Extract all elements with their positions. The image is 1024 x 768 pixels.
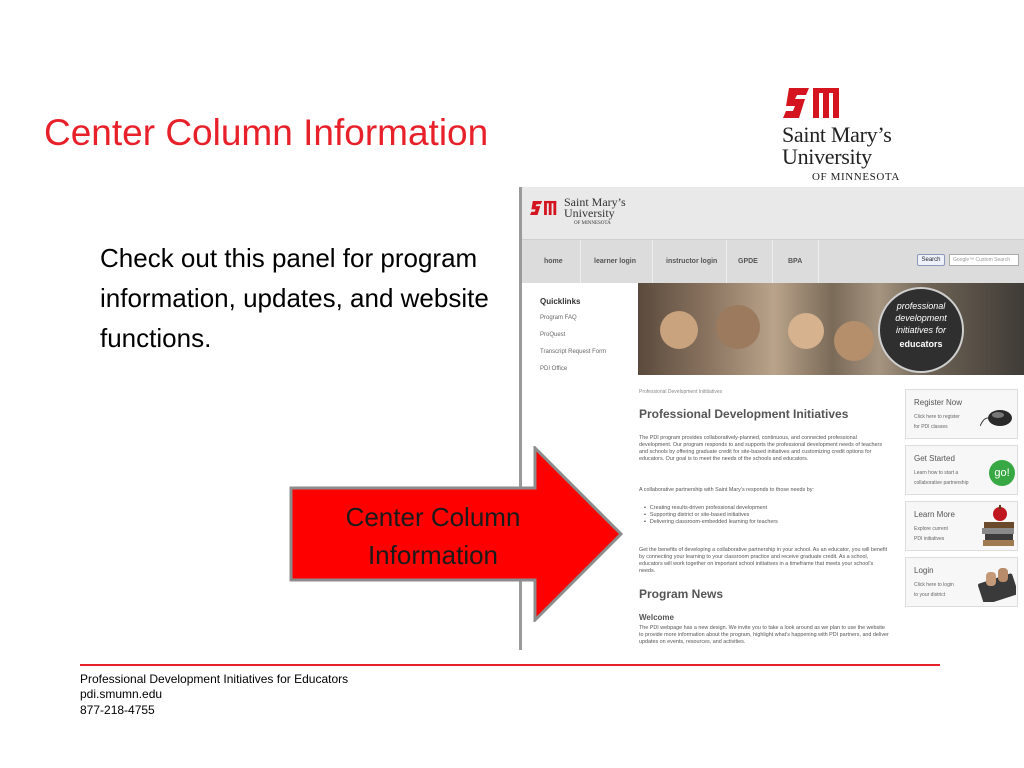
bullet-item: • Delivering classroom-embedded learning for teachers (644, 519, 778, 526)
banner-text-2: development (895, 313, 947, 323)
login-sub2: to your district (914, 592, 946, 598)
website-header (522, 187, 1024, 239)
nav-divider (652, 240, 653, 284)
nav-divider (580, 240, 581, 284)
search-input[interactable]: Google™ Custom Search (949, 254, 1019, 266)
get-started-box[interactable] (905, 445, 1018, 495)
learn-more-sub2: PDI initiatives (914, 536, 945, 542)
pdi-bullet-list (644, 505, 778, 526)
books-apple-icon (980, 504, 1016, 548)
bullet-item: • Creating results-driven professional development (644, 505, 778, 512)
banner-text-4: educators (899, 339, 943, 349)
nav-bpa[interactable]: BPA (788, 258, 803, 265)
quicklink-transcript-request[interactable]: Transcript Request Form (540, 349, 607, 355)
program-news-heading: Program News (639, 587, 724, 601)
banner-person-shape (834, 321, 874, 361)
learn-more-box[interactable] (905, 501, 1018, 551)
welcome-paragraph: The PDI webpage has a new design. We invite you to take a look around as we plan to use the website to provide more information about the program, highlight what’s happening with PDI partners, and deliver updates on events, resources, and activities. (639, 625, 889, 645)
learn-more-sub1: Explore current (914, 526, 948, 532)
register-now-sub1: Click here to register (914, 414, 960, 420)
footer-program-name: Professional Development Initiatives for Educators (80, 672, 349, 686)
logo-text-line3: OF MINNESOTA (812, 171, 900, 183)
login-box[interactable] (905, 557, 1018, 607)
nav-gpde[interactable]: GPDE (738, 258, 758, 265)
banner-text-1: professional (896, 301, 946, 311)
website-logo-line3: OF MINNESOTA (574, 221, 611, 226)
login-title: Login (914, 566, 934, 575)
get-started-sub1: Learn how to start a (914, 470, 959, 476)
website-nav (522, 239, 1024, 283)
quicklinks-title: Quicklinks (540, 297, 581, 306)
pdi-heading: Professional Development Initiatives (639, 407, 849, 421)
website-logo-line2: University (564, 206, 615, 220)
nav-divider (726, 240, 727, 284)
register-now-sub2: for PDI classes (914, 424, 948, 430)
nav-learner-login[interactable]: learner login (594, 258, 637, 265)
nav-divider (772, 240, 773, 284)
slide-title: Center Column Information (44, 112, 489, 153)
quicklink-proquest[interactable]: ProQuest (540, 332, 566, 338)
breadcrumb[interactable]: Professional Development Inititiatives (639, 389, 723, 395)
quicklink-program-faq[interactable]: Program FAQ (540, 315, 577, 321)
pdi-intro-paragraph: The PDI program provides collaboratively-planned, continuous, and connected professional development. Our program responds to and supports the professional development needs of teachers and schools by offering graduate credit for site-based initiatives and customizing credit options for educators. Our goal is to meet the needs of the schools and educators. (639, 435, 883, 462)
go-badge-icon: go! (989, 460, 1015, 486)
website-logo-line1: Saint Mary’s (564, 195, 626, 209)
bullet-item: • Supporting district or site-based initiatives (644, 512, 778, 519)
get-started-title: Get Started (914, 454, 955, 463)
search-button[interactable]: Search (917, 254, 945, 266)
footer-phone: 877-218-4755 (80, 703, 155, 717)
learn-more-title: Learn More (914, 510, 955, 519)
banner-person-shape (660, 311, 698, 349)
slide-body-text: Check out this panel for program information, updates, and website functions. (100, 243, 489, 353)
pdi-partnership-paragraph: A collaborative partnership with Saint Mary’s responds to those needs by: (639, 487, 814, 493)
login-sub1: Click here to login (914, 582, 954, 588)
nav-instructor-login[interactable]: instructor login (666, 258, 718, 265)
register-now-title: Register Now (914, 398, 963, 407)
university-logo (780, 82, 930, 187)
nav-home[interactable]: home (544, 258, 563, 265)
banner-text-3: initiatives for (895, 325, 947, 335)
get-started-sub2: collaborative partnership (914, 480, 969, 486)
logo-monogram-icon (783, 86, 847, 120)
banner-person-shape (788, 313, 824, 349)
logo-text-line1: Saint Mary’s (782, 122, 892, 147)
website-banner-photo (638, 283, 1024, 375)
banner-person-shape (716, 305, 760, 349)
computer-mouse-icon (980, 404, 1014, 430)
logo-text-line2: University (782, 144, 872, 169)
pdi-benefits-paragraph: Get the benefits of developing a collaborative partnership in your school. As an educator, you will benefit by connecting your learning to your classroom practice and receive graduate credit. As a school, educators will work together on important school initiatives in a timeframe that meets your school’s needs. (639, 547, 888, 574)
footer-website: pdi.smumn.edu (80, 687, 163, 701)
register-now-box[interactable] (905, 389, 1018, 439)
footer-divider (80, 664, 940, 666)
arrow-callout-label: Center Column Information (345, 502, 521, 570)
quicklink-pdi-office[interactable]: PDI Office (540, 366, 568, 372)
welcome-heading: Welcome (639, 613, 674, 622)
website-logo-icon (530, 199, 560, 217)
nav-divider (818, 240, 819, 284)
keyboard-hands-icon (978, 564, 1016, 602)
